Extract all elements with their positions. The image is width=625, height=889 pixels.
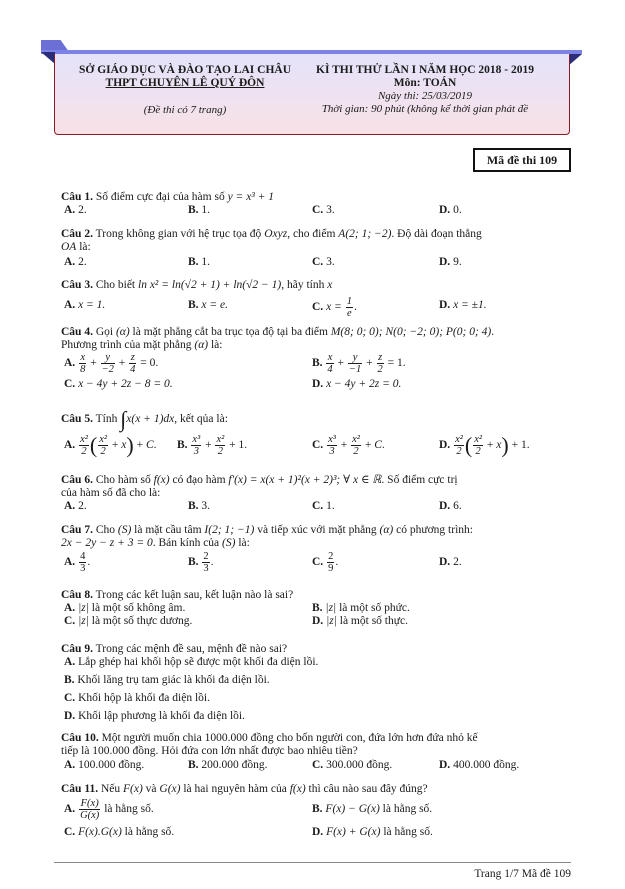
page-footer: Trang 1/7 Mã đề 109: [474, 868, 571, 880]
question-math: f′(x) = x(x + 1)²(x + 2)³; ∀ x ∈ ℝ: [228, 474, 382, 486]
question-text: tiếp là 100.000 đồng. Hỏi đứa con lớn nhất được bao nhiêu tiền?: [61, 745, 358, 757]
question-math: M(8; 0; 0); N(0; −2; 0); P(0; 0; 4): [330, 326, 492, 338]
option-a[interactable]: A. x = 1.: [64, 299, 106, 311]
option-d[interactable]: D. 6.: [439, 500, 462, 512]
question-text: và: [142, 783, 160, 795]
option-d[interactable]: D. 400.000 đồng.: [439, 759, 520, 771]
option-c[interactable]: C. 3.: [312, 204, 335, 216]
question-text: là mặt phẳng cắt ba trục tọa độ tại ba điểm: [129, 326, 331, 338]
question-10: [61, 732, 581, 758]
question-math: y = x³ + 1: [227, 191, 275, 203]
question-math: Oxyz: [264, 228, 288, 240]
question-math: A(2; 1; −2): [338, 228, 392, 240]
question-label: Câu 3.: [61, 279, 93, 291]
option-c[interactable]: C. 1.: [312, 500, 335, 512]
question-8: [61, 589, 581, 602]
option-a[interactable]: A. 2.: [64, 256, 87, 268]
exam-header-banner: [54, 54, 570, 135]
school-name: THPT CHUYÊN LÊ QUÝ ĐÔN: [105, 77, 265, 89]
option-c[interactable]: C. $\frac{\text{x³}}{3}$ + $\frac{\text{x²}}{2}$ + C.: [312, 434, 385, 457]
pages-note: (Đề thi có 7 trang): [143, 104, 227, 116]
question-label: Câu 5.: [61, 413, 93, 425]
question-3: [61, 279, 581, 292]
question-text: Cho biết: [95, 279, 138, 291]
question-4: [61, 326, 581, 352]
question-text: , kết qủa là:: [174, 413, 228, 425]
option-b[interactable]: B. F(x) − G(x) là hằng số.: [312, 803, 433, 815]
question-math: G(x): [159, 783, 181, 795]
option-c[interactable]: C. x − 4y + 2z − 8 = 0.: [64, 378, 173, 390]
exam-duration: Thời gian: 90 phút (không kể thời gian phát đề: [321, 103, 529, 115]
integral-sign: ∫: [120, 406, 127, 432]
question-math: f(x): [289, 783, 306, 795]
option-b[interactable]: B. 3.: [188, 500, 211, 512]
option-d[interactable]: D. 0.: [439, 204, 462, 216]
option-a[interactable]: A. $\frac{x}{8}$ + $\frac{y}{-2}$ + $\frac{z}{4}$ = 0.: [64, 352, 159, 375]
question-2: [61, 228, 581, 254]
question-label: Câu 9.: [61, 643, 93, 655]
question-9: [61, 643, 581, 656]
question-text: Một người muốn chia 1000.000 đồng cho bốn người con, đứa lớn hơn đứa nhỏ kế: [101, 732, 478, 744]
question-label: Câu 1.: [61, 191, 93, 203]
question-text: Trong không gian với hệ trục tọa độ: [95, 228, 265, 240]
option-c[interactable]: C. $\frac{2}{9}$ .: [312, 551, 339, 574]
question-text: là:: [76, 241, 91, 253]
option-c[interactable]: C. x = $\frac{1}{e}$ .: [312, 296, 357, 319]
option-b[interactable]: B. $\frac{\text{x³}}{3}$ + $\frac{\text{x²}}{2}$ + 1.: [177, 434, 248, 457]
department-name: SỞ GIÁO DỤC VÀ ĐÀO TẠO LAI CHÂU: [78, 64, 292, 76]
question-text: Cho hàm số: [95, 474, 154, 486]
question-1: [61, 191, 581, 204]
question-text: Số điểm cực đại của hàm số: [95, 191, 228, 203]
question-math: I(2; 1; −1): [204, 524, 255, 536]
option-d[interactable]: D. $\frac{\text{x²}}{2}$ ( $\frac{\text{x²}}{2}$ + x) + 1.: [439, 432, 530, 458]
question-text: có phương trình:: [393, 524, 473, 536]
question-math: (S): [222, 537, 236, 549]
question-7: [61, 524, 581, 550]
banner-fold-left: [41, 52, 55, 64]
question-text: của hàm số đã cho là:: [61, 487, 161, 499]
option-c[interactable]: C. 300.000 đồng.: [312, 759, 393, 771]
option-a[interactable]: A. $\frac{4}{3}$ .: [64, 551, 91, 574]
question-text: là mặt cầu tâm: [131, 524, 205, 536]
option-d[interactable]: D. 2.: [439, 556, 462, 568]
question-text: là:: [208, 339, 223, 351]
option-b[interactable]: B. 200.000 đồng.: [188, 759, 268, 771]
option-b[interactable]: B. 1.: [188, 204, 211, 216]
option-a[interactable]: A. 100.000 đồng.: [64, 759, 145, 771]
question-math: OA: [61, 241, 77, 253]
option-d[interactable]: D. Khối lập phương là khối đa diện lồi.: [64, 710, 245, 722]
question-text: là:: [235, 537, 250, 549]
question-5: [61, 406, 581, 432]
exam-code-box: Mã đề thi 109: [473, 148, 571, 172]
question-text: Nếu: [100, 783, 123, 795]
option-d[interactable]: D. |z| là một số thực.: [312, 615, 408, 627]
question-label: Câu 11.: [61, 783, 99, 795]
question-text: Trong các kết luận sau, kết luận nào là sai?: [95, 589, 294, 601]
question-11: [61, 783, 581, 796]
question-text: Gọi: [95, 326, 116, 338]
question-math: F(x): [123, 783, 143, 795]
option-c[interactable]: C. |z| là một số thực dương.: [64, 615, 193, 627]
question-text: Phương trình của mặt phẳng: [61, 339, 195, 351]
question-text: , hãy tính: [281, 279, 328, 291]
option-b[interactable]: B. $\frac{x}{4}$ + $\frac{y}{-1}$ + $\frac{z}{2}$ = 1.: [312, 352, 406, 375]
question-label: Câu 6.: [61, 474, 93, 486]
question-label: Câu 2.: [61, 228, 93, 240]
question-6: [61, 474, 581, 500]
question-text: .: [491, 326, 495, 338]
option-d[interactable]: D. F(x) + G(x) là hằng số.: [312, 826, 433, 838]
exam-title: KÌ THI THỬ LẦN I NĂM HỌC 2018 - 2019: [316, 64, 534, 76]
question-math: (α): [379, 524, 394, 536]
question-label: Câu 8.: [61, 589, 93, 601]
question-text: . Số điểm cực trị: [381, 474, 458, 486]
option-a[interactable]: A. Lắp ghép hai khối hộp sẽ được một khối đa diện lồi.: [64, 656, 319, 668]
question-label: Câu 10.: [61, 732, 99, 744]
question-math: 2x − 2y − z + 3 = 0: [61, 537, 153, 549]
option-d[interactable]: D. 9.: [439, 256, 462, 268]
option-b[interactable]: B. Khối lăng trụ tam giác là khối đa diện lồi.: [64, 674, 270, 686]
question-text: , cho điểm: [287, 228, 339, 240]
option-b[interactable]: B. |z| là một số phức.: [312, 602, 410, 614]
question-text: là hai nguyên hàm của: [180, 783, 290, 795]
option-b[interactable]: B. x = e.: [188, 299, 229, 311]
question-label: Câu 4.: [61, 326, 93, 338]
question-math: ln x² = ln(√2 + 1) + ln(√2 − 1): [138, 279, 282, 291]
question-text: có đạo hàm: [169, 474, 229, 486]
question-text: Trong các mệnh đề sau, mệnh đề nào sai?: [95, 643, 288, 655]
option-b[interactable]: B. $\frac{2}{3}$ .: [188, 551, 214, 574]
question-math: (α): [115, 326, 130, 338]
exam-info: [275, 64, 575, 116]
question-math: x: [327, 279, 333, 291]
option-c[interactable]: C. F(x).G(x) là hằng số.: [64, 826, 175, 838]
question-text: thì câu nào sau đây đúng?: [305, 783, 428, 795]
option-d[interactable]: D. x − 4y + 2z = 0.: [312, 378, 402, 390]
footer-divider: [54, 862, 571, 863]
option-d[interactable]: D. x = ±1.: [439, 299, 487, 311]
option-a[interactable]: A. |z| là một số không âm.: [64, 602, 186, 614]
option-a[interactable]: A. $\frac{\text{x²}}{2}$ ( $\frac{\text{x²}}{2}$ + x) + C.: [64, 432, 157, 458]
question-text: Cho: [95, 524, 118, 536]
question-text: . Độ dài đoạn thẳng: [391, 228, 482, 240]
exam-date: Ngày thi: 25/03/2019: [377, 90, 473, 102]
option-a[interactable]: A. 2.: [64, 204, 87, 216]
question-math: f(x): [153, 474, 170, 486]
option-a[interactable]: A. 2.: [64, 500, 87, 512]
question-text: Tính: [95, 413, 121, 425]
option-c[interactable]: C. 3.: [312, 256, 335, 268]
option-c[interactable]: C. Khối hộp là khối đa diện lồi.: [64, 692, 210, 704]
question-label: Câu 7.: [61, 524, 93, 536]
option-a[interactable]: A. $\frac{F(x)}{G(x)}$ là hằng số.: [64, 798, 154, 821]
question-math: x(x + 1)dx: [126, 413, 175, 425]
question-math: (α): [194, 339, 209, 351]
question-text: . Bán kính của: [152, 537, 223, 549]
option-b[interactable]: B. 1.: [188, 256, 211, 268]
subject: Môn: TOÁN: [393, 77, 457, 89]
question-text: và tiếp xúc với mặt phẳng: [254, 524, 380, 536]
question-math: (S): [117, 524, 132, 536]
